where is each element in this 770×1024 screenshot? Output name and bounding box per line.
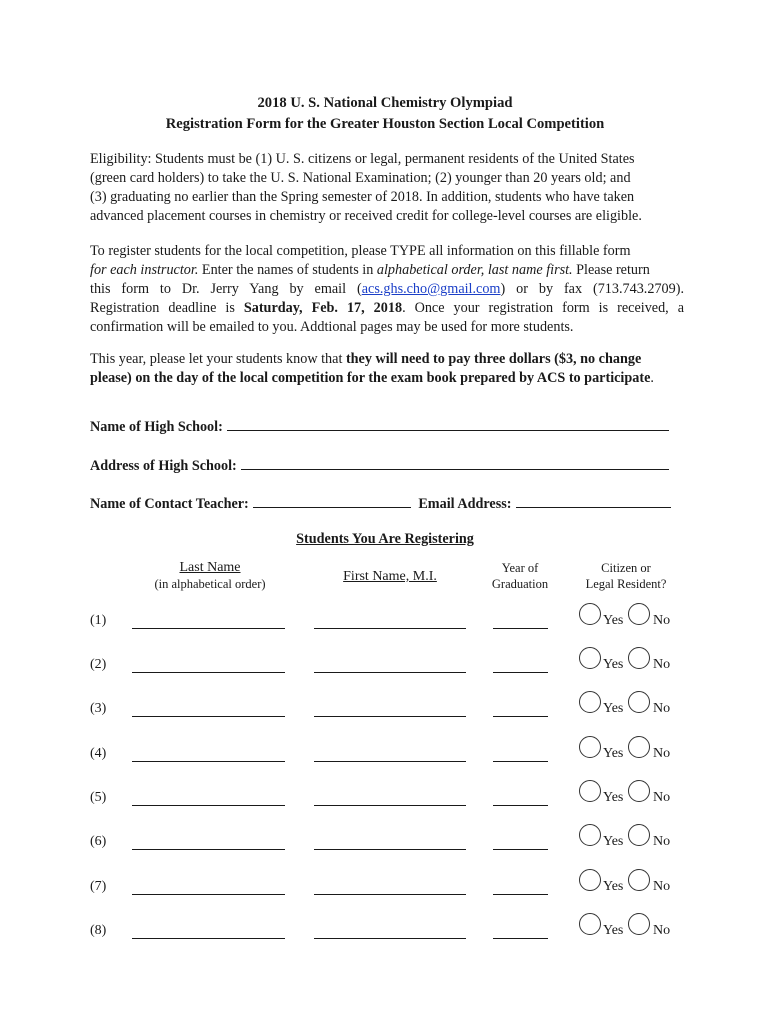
yes-label: Yes (603, 879, 624, 894)
graduation-year-input[interactable] (493, 716, 548, 717)
last-name-input[interactable] (132, 894, 285, 895)
last-name-input[interactable] (132, 672, 285, 673)
yes-radio-button[interactable] (579, 691, 601, 713)
last-name-column-header (130, 559, 290, 593)
fee-notice-bold: they will need to pay three dollars ($3, no change (345, 351, 642, 367)
school-address-field (90, 455, 680, 475)
contact-teacher-label: Name of Contact Teacher: (90, 496, 249, 512)
instructions-line (90, 299, 684, 318)
no-radio-button[interactable] (628, 691, 650, 713)
eligibility-line: (3) graduating no earlier than the Spring semester of 2018. In addition, students who have taken (90, 189, 635, 205)
graduation-year-input[interactable] (493, 849, 548, 850)
instructions-line: confirmation will be emailed to you. Addtional pages may be used for more students. (90, 319, 574, 335)
no-label: No (653, 834, 671, 849)
contact-teacher-field (90, 493, 680, 513)
first-name-input[interactable] (314, 938, 466, 939)
no-radio-button[interactable] (628, 869, 650, 891)
graduation-year-input[interactable] (493, 628, 548, 629)
last-name-header: Last Name (179, 560, 241, 575)
student-row (0, 611, 770, 641)
instructions-line (90, 280, 684, 299)
deadline-date: Saturday, Feb. 17, 2018 (243, 300, 403, 316)
year-header-line: Year of (501, 561, 539, 575)
email-address-label: Email Address: (418, 496, 512, 512)
eligibility-line: Eligibility: Students must be (1) U. S. citizens or legal, permanent residents of the United States (90, 151, 635, 167)
instructions-paragraph (90, 242, 684, 337)
first-name-input[interactable] (314, 894, 466, 895)
fee-notice-line (90, 350, 684, 369)
yes-radio-button[interactable] (579, 824, 601, 846)
yes-radio-button[interactable] (579, 780, 601, 802)
first-name-input[interactable] (314, 761, 466, 762)
instructions-line: To register students for the local competition, please TYPE all information on this fillable form (90, 243, 631, 259)
school-address-input[interactable] (241, 455, 669, 470)
fee-notice-bold: please) on the day of the local competition for the exam book prepared by ACS to participate (90, 370, 651, 386)
student-row (0, 832, 770, 862)
instructions-text: this form to Dr. Jerry Yang by email ( (90, 281, 362, 297)
instructions-text: . Once your registration form is received, a (402, 300, 685, 316)
student-row (0, 877, 770, 907)
citizen-column-header (570, 560, 682, 592)
student-row (0, 788, 770, 818)
student-row (0, 744, 770, 774)
row-number: (4) (90, 746, 107, 761)
yes-label: Yes (603, 923, 624, 938)
fee-notice-paragraph (90, 350, 684, 388)
eligibility-paragraph (90, 150, 684, 226)
student-row (0, 921, 770, 951)
no-label: No (653, 746, 671, 761)
row-number: (8) (90, 923, 107, 938)
form-subtitle: Registration Form for the Greater Houston Section Local Competition (165, 116, 605, 132)
graduation-year-input[interactable] (493, 672, 548, 673)
email-link[interactable]: acs.ghs.cho@gmail.com (361, 281, 501, 297)
yes-label: Yes (603, 657, 624, 672)
row-number: (5) (90, 790, 107, 805)
first-name-input[interactable] (314, 849, 466, 850)
yes-radio-button[interactable] (579, 647, 601, 669)
no-radio-button[interactable] (628, 647, 650, 669)
form-title: 2018 U. S. National Chemistry Olympiad (257, 95, 513, 111)
fee-notice-line (90, 369, 684, 388)
email-address-input[interactable] (516, 493, 671, 508)
last-name-input[interactable] (132, 716, 285, 717)
yes-radio-button[interactable] (579, 913, 601, 935)
instructions-text: Enter the names of students in (198, 262, 377, 278)
yes-label: Yes (603, 746, 624, 761)
eligibility-line: (green card holders) to take the U. S. National Examination; (2) younger than 20 years old; and (90, 170, 631, 186)
first-name-input[interactable] (314, 672, 466, 673)
no-label: No (653, 879, 671, 894)
students-heading: Students You Are Registering (296, 531, 474, 547)
school-address-label: Address of High School: (90, 458, 237, 474)
school-name-field (90, 416, 680, 436)
no-label: No (653, 701, 671, 716)
first-name-column-header: First Name, M.I. (343, 569, 437, 584)
fee-notice-text: This year, please let your students know that (90, 351, 346, 367)
instructions-line (90, 261, 684, 280)
last-name-input[interactable] (132, 628, 285, 629)
yes-label: Yes (603, 701, 624, 716)
citizen-header-line: Legal Resident? (585, 577, 667, 591)
last-name-input[interactable] (132, 761, 285, 762)
last-name-input[interactable] (132, 849, 285, 850)
yes-label: Yes (603, 834, 624, 849)
fee-notice-end: . (650, 370, 654, 386)
row-number: (2) (90, 657, 107, 672)
school-name-input[interactable] (227, 416, 669, 431)
row-number: (1) (90, 613, 107, 628)
student-row (0, 655, 770, 685)
last-name-subheader: (in alphabetical order) (154, 577, 266, 591)
graduation-year-input[interactable] (493, 894, 548, 895)
row-number: (6) (90, 834, 107, 849)
graduation-year-input[interactable] (493, 805, 548, 806)
graduation-year-input[interactable] (493, 761, 548, 762)
no-radio-button[interactable] (628, 913, 650, 935)
graduation-year-input[interactable] (493, 938, 548, 939)
last-name-input[interactable] (132, 938, 285, 939)
row-number: (7) (90, 879, 107, 894)
no-label: No (653, 923, 671, 938)
citizen-header-line: Citizen or (601, 561, 651, 575)
yes-radio-button[interactable] (579, 869, 601, 891)
no-radio-button[interactable] (628, 603, 650, 625)
instructions-italic: for each instructor. (90, 262, 199, 278)
last-name-input[interactable] (132, 805, 285, 806)
year-header-line: Graduation (491, 577, 549, 591)
no-label: No (653, 657, 671, 672)
yes-label: Yes (603, 613, 624, 628)
first-name-input[interactable] (314, 716, 466, 717)
instructions-text: Please return (572, 262, 650, 278)
first-name-input[interactable] (314, 805, 466, 806)
instructions-italic: alphabetical order, last name first. (376, 262, 573, 278)
no-label: No (653, 613, 671, 628)
no-radio-button[interactable] (628, 736, 650, 758)
first-name-input[interactable] (314, 628, 466, 629)
graduation-year-column-header (478, 560, 562, 592)
row-number: (3) (90, 701, 107, 716)
student-row (0, 699, 770, 729)
instructions-text: Registration deadline is (90, 300, 244, 316)
no-radio-button[interactable] (628, 824, 650, 846)
yes-radio-button[interactable] (579, 736, 601, 758)
no-label: No (653, 790, 671, 805)
eligibility-line: advanced placement courses in chemistry or received credit for college-level courses are eligible. (90, 208, 642, 224)
school-name-label: Name of High School: (90, 419, 223, 435)
yes-radio-button[interactable] (579, 603, 601, 625)
no-radio-button[interactable] (628, 780, 650, 802)
yes-label: Yes (603, 790, 624, 805)
contact-teacher-input[interactable] (253, 493, 411, 508)
instructions-text: ) or by fax (713.743.2709). (500, 281, 685, 297)
